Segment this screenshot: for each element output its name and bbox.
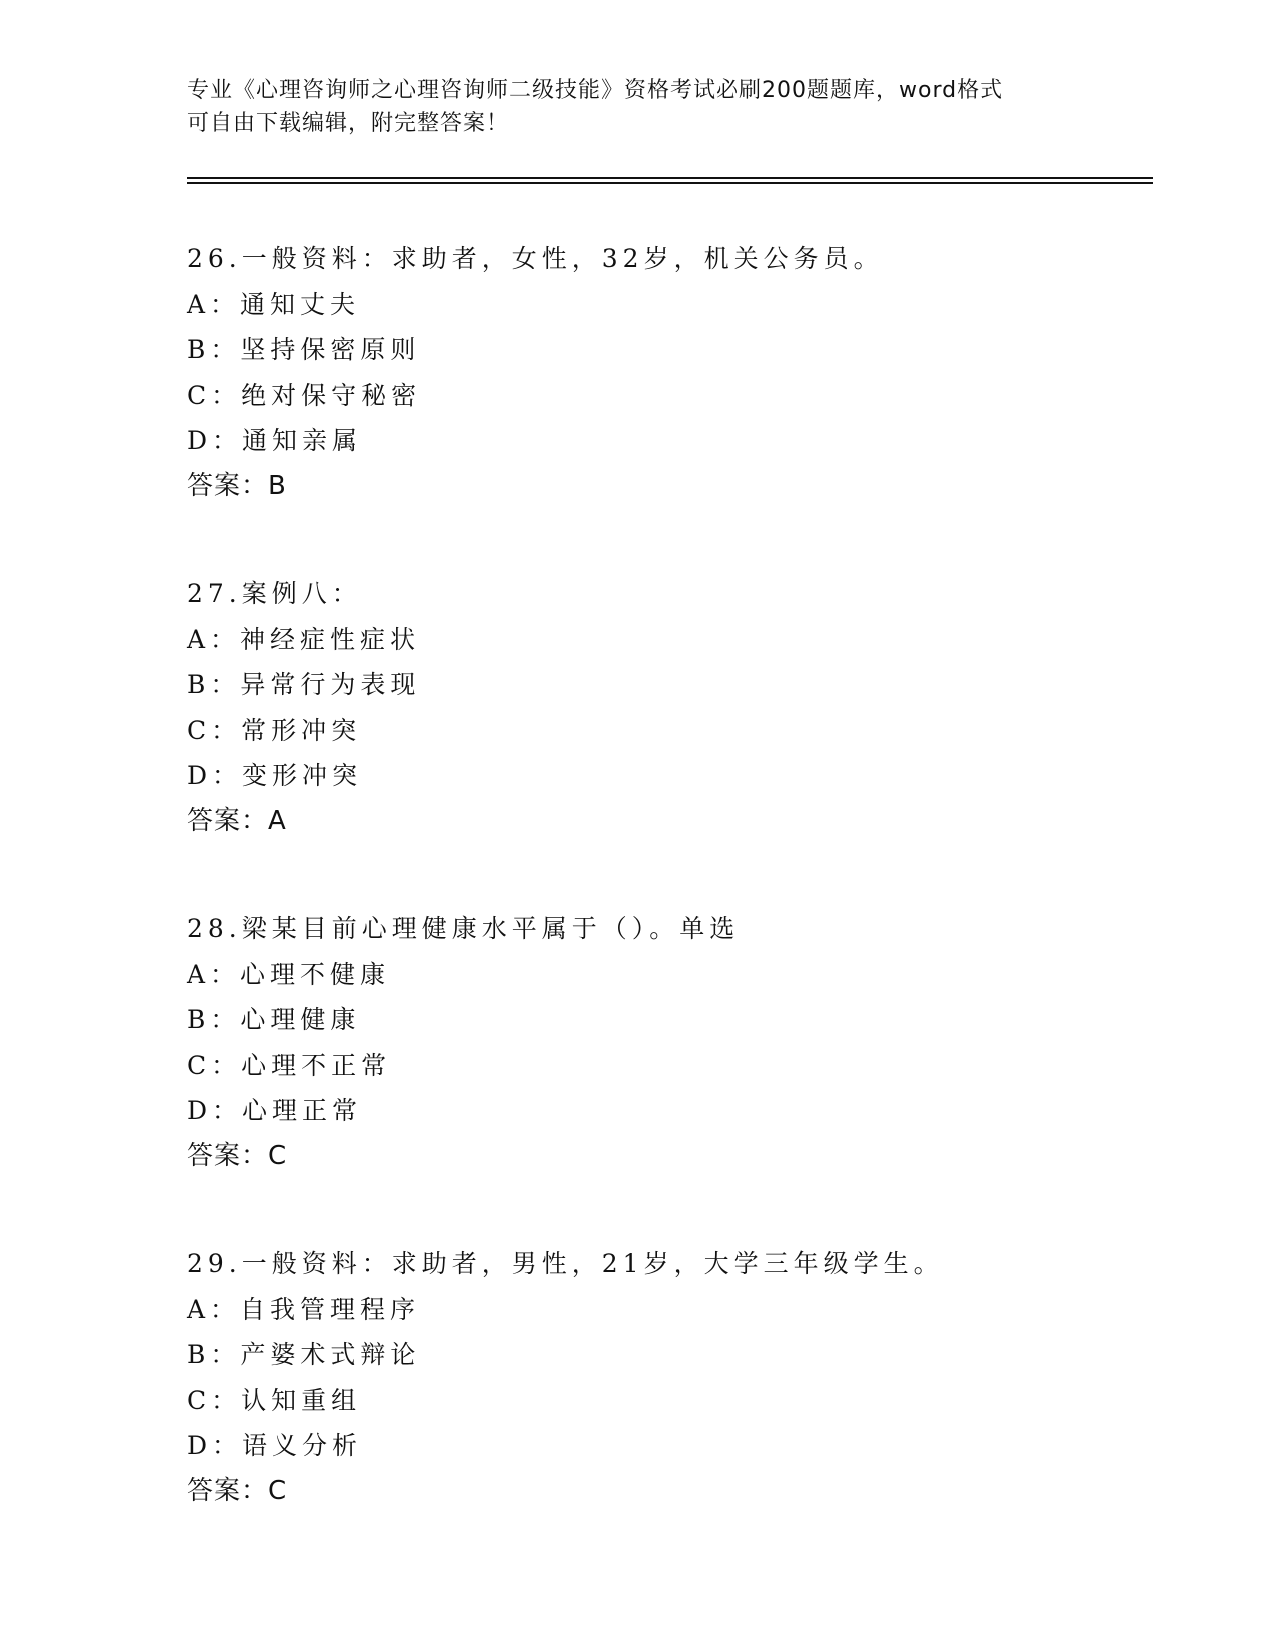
option-c: C：常形冲突 [187, 715, 362, 745]
question-stem: 28.梁某目前心理健康水平属于（）。单选 [187, 914, 740, 943]
option-c: C：绝对保守秘密 [187, 380, 422, 410]
option-c: C：认知重组 [187, 1385, 362, 1415]
question-28 [187, 906, 1147, 1179]
question-stem: 27.案例八： [187, 579, 362, 608]
option-d: D：语义分析 [187, 1431, 363, 1460]
answer-line: 答案：C [187, 1140, 288, 1171]
option-c: C：心理不正常 [187, 1050, 392, 1080]
option-b: B：心理健康 [187, 1005, 361, 1034]
option-d: D：心理正常 [187, 1096, 363, 1125]
question-26 [187, 236, 1147, 509]
header-line-1: 专业《心理咨询师之心理咨询师二级技能》资格考试必刷200题题库，word格式 [187, 78, 1004, 103]
header-divider-top [187, 177, 1153, 179]
question-list [187, 236, 1147, 1576]
question-29 [187, 1241, 1147, 1514]
answer-line: 答案：A [187, 805, 287, 836]
option-d: D：变形冲突 [187, 761, 363, 790]
question-27 [187, 571, 1147, 844]
option-a: A：通知丈夫 [187, 289, 361, 319]
document-header [187, 74, 1067, 140]
option-a: A：心理不健康 [187, 959, 391, 989]
option-b: B：异常行为表现 [187, 670, 421, 699]
header-divider-bottom [187, 182, 1153, 184]
option-b: B：产婆术式辩论 [187, 1340, 421, 1369]
answer-line: 答案：C [187, 1475, 288, 1506]
option-b: B：坚持保密原则 [187, 335, 421, 364]
answer-line: 答案：B [187, 470, 287, 501]
header-line-2: 可自由下载编辑，附完整答案！ [187, 111, 510, 136]
question-stem: 26.一般资料：求助者，女性，32岁，机关公务员。 [187, 244, 884, 273]
option-d: D：通知亲属 [187, 426, 363, 455]
option-a: A：自我管理程序 [187, 1294, 421, 1324]
option-a: A：神经症性症状 [187, 624, 421, 654]
question-stem: 29.一般资料：求助者，男性，21岁，大学三年级学生。 [187, 1249, 944, 1278]
